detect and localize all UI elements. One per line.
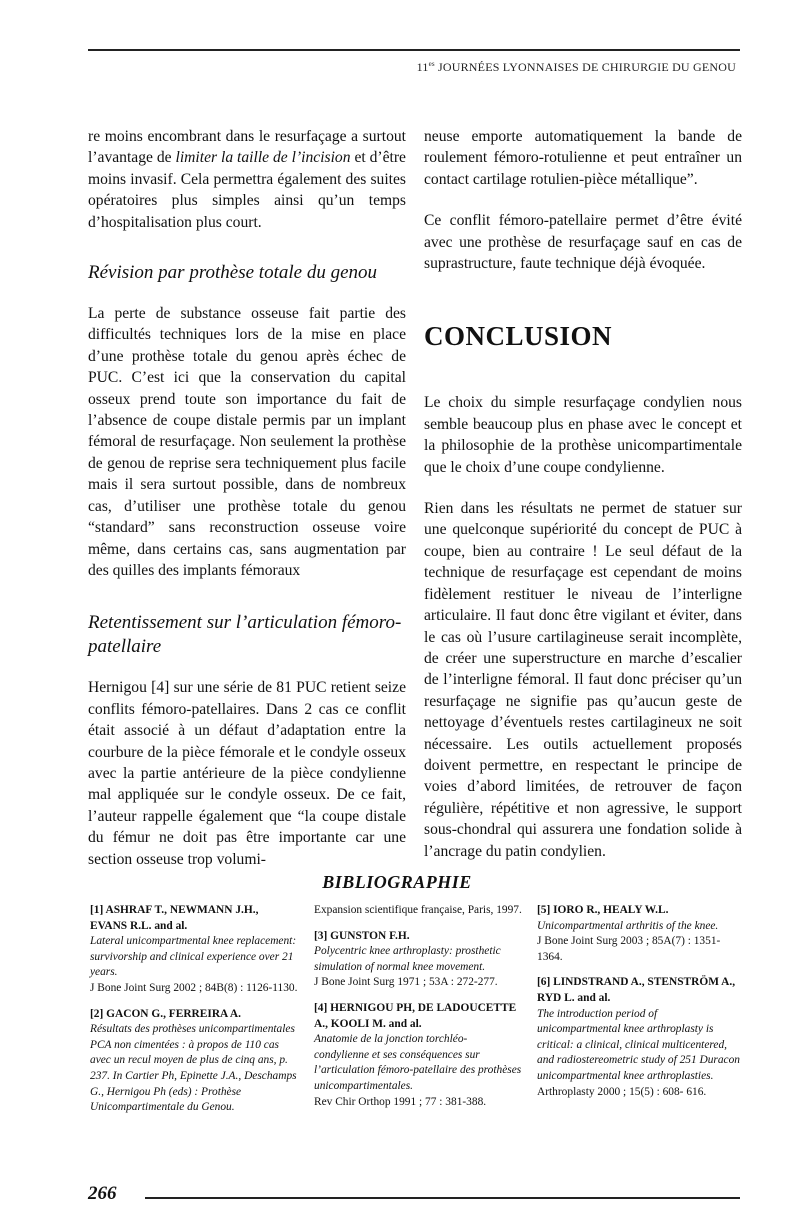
heading-retentissement: Retentissement sur l’articulation fémoro-patellaire [88,612,402,658]
bibliography-column-3 [537,903,742,1110]
ref-source: J Bone Joint Surg 2002 ; 84B(8) : 1126-1130. [90,981,298,994]
reference-6 [537,975,742,1100]
p1-emphasis: limiter la taille de l’incision [175,149,351,167]
header-ordinal-suffix: es [428,60,435,68]
reference-2 [90,1007,298,1116]
page-number: 266 [88,1183,117,1204]
p1-part-c: et d’être moins invasif. Cela permettra également des suites opératoires plus simples ainsi qu’un temps d’hospitalisation plus court. [88,149,406,231]
paragraph-rien: Rien dans les résultats ne permet de statuer sur une quelconque supériorité du concept de PUC à coupe, bien au contraire ! Le seul défaut de la technique de resurfaçage est cependant de moins fidèlement restituer le niveau de l’interligne articulaire. Il faut donc être vigilant et éviter, dans le cas où l’usure cartilagineuse serait incomplète, de créer une superstructure en marche d’escalier de l’interligne fémoral. Il faut donc préciser qu’un resurfaçage ne signifie pas qu’aucun geste de nettoyage d’éventuels restes cartilagineux ne soit nécessaire. Les outils actuellement proposés doivent permettre, en respectant le principe de voies d’abord limitées, de retrouver de façon régulière, répétitive et non agressive, le support sous-chondral qui assurera une fondation solide à l’ancrage du patin condylien. [424,500,742,860]
ref-authors: [1] ASHRAF T., NEWMANN J.H., EVANS R.L. and al. [90,904,259,932]
reference-2-continuation [314,903,522,919]
header-rule [88,49,740,51]
running-header [417,60,736,75]
reference-5 [537,903,742,965]
ref-authors: [5] IORO R., HEALY W.L. [537,904,669,916]
ref-title: Anatomie de la jonction torchléo-condylienne et ses conséquences sur l’articulation fémoro-patellaire des prothèses unicompartimentales. [314,1033,522,1092]
right-column [424,126,742,862]
paragraph-conflit: Ce conflit fémoro-patellaire permet d’être évité avec une prothèse de resurfaçage sauf en cas de suprastructure, faute technique déjà évoquée. [424,212,742,273]
paragraph-choix: Le choix du simple resurfaçage condylien nous semble beaucoup plus en phase avec le concept et la philosophie de la prothèse unicompartimentale que le choix d’une coupe condylienne. [424,394,742,476]
bibliography-column-1 [90,903,298,1126]
reference-4 [314,1001,522,1110]
ref-authors: [2] GACON G., FERREIRA A. [90,1007,241,1020]
ref-source: Arthroplasty 2000 ; 15(5) : 608- 616. [537,1085,707,1098]
ref-authors: [3] GUNSTON F.H. [314,929,410,942]
header-ordinal: 11 [416,60,429,74]
reference-3 [314,929,522,991]
ref-source: J Bone Joint Surg 1971 ; 53A : 272-277. [314,976,498,989]
ref-title: The introduction period of unicompartmental knee arthroplasty is critical: a clinical, clinical multicentered, and radiostereometric study of 251 Duracon unicompartmental knee arthroplasties. [537,1007,741,1082]
paragraph-incision [88,126,406,233]
footer-rule [145,1197,740,1199]
left-column [88,126,406,870]
paragraph-retentissement: Hernigou [4] sur une série de 81 PUC retient seize conflits fémoro-patellaires. Dans 2 cas ce conflit était associé à un défaut d’adaptation entre la courbure de la pièce fémorale et le condyle osseux avec la partie antérieure de la pièce condylienne mal appliquée sur le condyle osseux. De ce fait, l’auteur rappelle également que “la coupe distale du fémur ne doit pas être importante car une section osseuse trop volumi- [88,679,406,868]
heading-conclusion: CONCLUSION [424,321,613,352]
bibliography-title: BIBLIOGRAPHIE [322,872,472,892]
ref-source: J Bone Joint Surg 2003 ; 85A(7) : 1351-1364. [537,935,721,963]
header-title: JOURNÉES LYONNAISES DE CHIRURGIE DU GENOU [434,60,736,74]
paragraph-revision: La perte de substance osseuse fait partie des difficultés techniques lors de la mise en place d’une prothèse totale du genou après échec de PUC. C’est ici que la conservation du capital osseux prend toute son importance du fait de l’absence de coupe distale permis par un implant fémoral de resurfaçage. Non seulement la prothèse de genou de reprise sera techniquement plus facile mais il sera surtout possible, dans de nombreux cas, d’utiliser une prothèse totale du genou “standard” sans reconstruction osseuse voire même, dans certains cas, sans augmentation par des quilles des implants fémoraux [88,305,406,579]
paragraph-continuation: neuse emporte automatiquement la bande de roulement fémoro-rotulienne et peut entraîner un contact cartilage rotulien-pièce métallique”. [424,128,742,188]
ref-authors: [6] LINDSTRAND A., STENSTRÖM A., RYD L. and al. [537,976,736,1004]
ref-title: Résultats des prothèses unicompartimentales PCA non cimentées : à propos de 110 cas avec un recul moyen de plus de cinq ans, p. 237. In Cartier Ph, Epinette J.A., Deschamps G., Hernigou Ph (eds) : Prothèse Unicompartimentale du Genou. [90,1023,297,1114]
ref-title: Polycentric knee arthroplasty: prosthetic simulation of normal knee movement. [314,945,501,973]
bibliography-column-2 [314,903,522,1120]
ref-authors: [4] HERNIGOU PH, DE LADOUCETTE A., KOOLI M. and al. [314,1001,517,1030]
ref-title: Unicompartmental arthritis of the knee. [537,919,719,932]
ref-title: Lateral unicompartmental knee replacement: survivorship and clinical experience over 21 years. [90,935,297,979]
p1-part-a: re moins encombrant dans le resurfaçage a surtout l’avantage de [88,128,406,167]
ref-source: Rev Chir Orthop 1991 ; 77 : 381-388. [314,1095,487,1108]
ref-continuation: Expansion scientifique française, Paris, 1997. [314,904,522,916]
reference-1 [90,903,298,997]
heading-revision: Révision par prothèse totale du genou [88,262,377,284]
